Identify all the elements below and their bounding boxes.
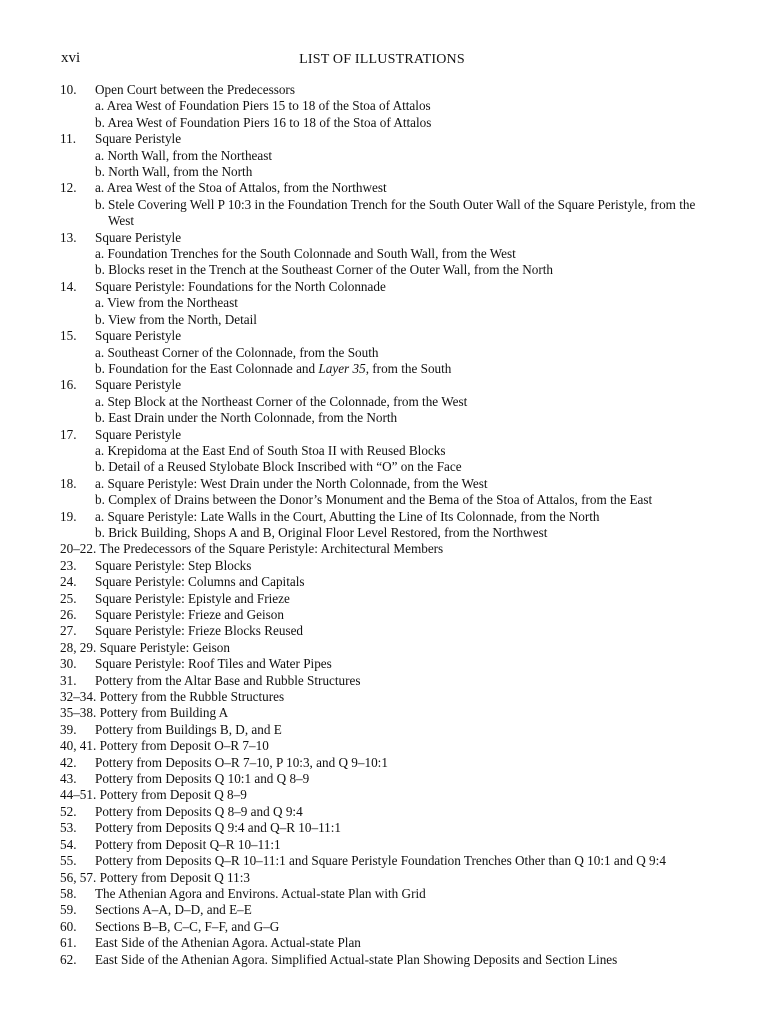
list-item [60, 787, 720, 803]
item-title: Square Peristyle: Frieze and Geison [95, 607, 284, 622]
list-item [60, 148, 720, 164]
list-item [60, 361, 720, 377]
list-item [60, 919, 720, 935]
item-title: 56, 57. Pottery from Deposit Q 11:3 [60, 869, 250, 885]
list-item [60, 640, 720, 656]
list-item [60, 246, 720, 262]
item-title: a. Square Peristyle: West Drain under the North Colonnade, from the West [95, 475, 488, 491]
item-title: Square Peristyle: Epistyle and Frieze [95, 590, 290, 606]
item-number: 42. [60, 754, 77, 770]
list-item [60, 952, 720, 968]
item-title: Sections B–B, C–C, F–F, and G–G [95, 918, 280, 934]
list-item [60, 509, 720, 525]
item-number: 18. [60, 475, 77, 491]
sub-item-title: b. Complex of Drains between the Donor’s Monument and the Bema of the Stoa of Attalos, from the East [95, 492, 653, 508]
sub-item-title: b. North Wall, from the North [95, 164, 253, 180]
list-item [60, 312, 720, 328]
item-number: 14. [60, 278, 77, 294]
item-number: 26. [60, 607, 77, 622]
list-item [60, 262, 720, 278]
sub-item-title: a. North Wall, from the Northeast [95, 147, 273, 163]
sub-item-title: b. Brick Building, Shops A and B, Original Floor Level Restored, from the Northwest [95, 524, 548, 540]
item-number: 59. [60, 902, 77, 918]
sub-item-title: a. Krepidoma at the East End of South Stoa II with Reused Blocks [95, 442, 446, 458]
list-item [60, 591, 720, 607]
list-item [60, 541, 720, 557]
item-number: 10. [60, 82, 77, 97]
item-title: 40, 41. Pottery from Deposit O–R 7–10 [60, 738, 269, 754]
item-number: 23. [60, 557, 77, 573]
item-title: Pottery from Deposits Q 10:1 and Q 8–9 [95, 771, 310, 787]
item-title: a. Area West of the Stoa of Attalos, from the Northwest [95, 180, 387, 196]
item-title: Pottery from Deposit Q–R 10–11:1 [95, 836, 281, 852]
sub-item-title: a. Area West of Foundation Piers 15 to 18 of the Stoa of Attalos [95, 98, 431, 114]
list-item [60, 115, 720, 131]
list-item [60, 722, 720, 738]
item-title: 44–51. Pottery from Deposit Q 8–9 [60, 787, 247, 803]
item-title: Pottery from Deposits O–R 7–10, P 10:3, and Q 9–10:1 [95, 754, 388, 770]
list-item [60, 230, 720, 246]
page-title: LIST OF ILLUSTRATIONS [299, 52, 465, 67]
item-number: 24. [60, 574, 77, 590]
list-item [60, 755, 720, 771]
list-item [60, 837, 720, 853]
item-title: Sections A–A, D–D, and E–E [95, 902, 252, 918]
sub-item-label: b. [95, 196, 105, 212]
page-number: xvi [61, 50, 81, 66]
item-title: Pottery from Buildings B, D, and E [95, 721, 282, 737]
item-title: Square Peristyle: Frieze Blocks Reused [95, 623, 304, 639]
item-number: 52. [60, 803, 77, 819]
list-item [60, 98, 720, 114]
item-title: Pottery from Deposits Q 8–9 and Q 9:4 [95, 803, 303, 819]
item-number: 13. [60, 229, 77, 245]
item-title: Square Peristyle: Columns and Capitals [95, 574, 305, 590]
sub-item-title: b. East Drain under the North Colonnade, from the North [95, 410, 398, 426]
sub-item-title: a. Southeast Corner of the Colonnade, from the South [95, 344, 379, 360]
item-number: 39. [60, 721, 77, 737]
illustrations-list [60, 82, 720, 968]
item-title: 28, 29. Square Peristyle: Geison [60, 639, 230, 655]
item-number: 53. [60, 820, 77, 836]
list-item [60, 804, 720, 820]
item-title: Pottery from the Altar Base and Rubble Structures [95, 672, 361, 688]
sub-item-title: b. Area West of Foundation Piers 16 to 18 of the Stoa of Attalos [95, 114, 432, 130]
item-title: Square Peristyle: Foundations for the North Colonnade [95, 278, 386, 294]
list-item [60, 607, 720, 623]
list-item [60, 279, 720, 295]
list-item [60, 328, 720, 344]
item-title: 32–34. Pottery from the Rubble Structures [60, 689, 285, 705]
list-item [60, 492, 720, 508]
list-item [60, 853, 720, 869]
item-number: 19. [60, 508, 77, 524]
list-item [60, 131, 720, 147]
list-item [60, 345, 720, 361]
list-item [60, 427, 720, 443]
item-number: 15. [60, 328, 77, 344]
sub-item-title: Stele Covering Well P 10:3 in the Foundation Trench for the South Outer Wall of the Square Peristyle, from the West [108, 196, 696, 229]
item-title: Open Court between the Predecessors [95, 82, 295, 97]
sub-item-text: , from the South [365, 360, 452, 376]
sub-item-title [60, 361, 720, 377]
item-number: 55. [60, 853, 77, 869]
list-item [60, 164, 720, 180]
layer-reference: Layer 35 [318, 360, 366, 376]
item-number: 62. [60, 951, 77, 967]
list-item [60, 689, 720, 705]
list-item [60, 771, 720, 787]
item-title: Square Peristyle [95, 229, 182, 245]
item-title: Square Peristyle [95, 426, 182, 442]
list-item [60, 902, 720, 918]
list-item [60, 870, 720, 886]
item-number: 60. [60, 918, 77, 934]
list-item [60, 394, 720, 410]
item-title: Square Peristyle [95, 131, 182, 147]
item-title: Square Peristyle [95, 328, 182, 344]
list-item [60, 558, 720, 574]
item-title: Square Peristyle: Roof Tiles and Water Pipes [95, 656, 332, 672]
list-item [60, 459, 720, 475]
sub-item-title: a. Foundation Trenches for the South Colonnade and South Wall, from the West [95, 246, 516, 262]
list-item [60, 180, 720, 196]
item-number: 31. [60, 672, 77, 688]
list-item [60, 197, 720, 230]
item-number: 43. [60, 771, 77, 787]
item-title: East Side of the Athenian Agora. Actual-state Plan [95, 935, 361, 951]
list-item [60, 886, 720, 902]
list-item [60, 705, 720, 721]
item-number: 11. [60, 131, 76, 147]
item-number: 25. [60, 590, 77, 606]
sub-item-title: a. Step Block at the Northeast Corner of the Colonnade, from the West [95, 393, 468, 409]
item-title: a. Square Peristyle: Late Walls in the Court, Abutting the Line of Its Colonnade, from the North [95, 508, 600, 524]
list-item [60, 295, 720, 311]
item-number: 12. [60, 180, 77, 196]
item-number: 61. [60, 935, 77, 951]
item-number: 54. [60, 836, 77, 852]
sub-item-title: b. Blocks reset in the Trench at the Southeast Corner of the Outer Wall, from the North [95, 262, 553, 278]
sub-item-title: b. Detail of a Reused Stylobate Block Inscribed with “O” on the Face [95, 459, 462, 475]
item-title: The Athenian Agora and Environs. Actual-state Plan with Grid [95, 885, 426, 901]
item-title: East Side of the Athenian Agora. Simplified Actual-state Plan Showing Deposits and Section Lines [95, 951, 618, 967]
sub-item-title: b. View from the North, Detail [95, 311, 257, 327]
item-title: Square Peristyle [95, 377, 182, 393]
item-number: 58. [60, 885, 77, 901]
item-title: Pottery from Deposits Q 9:4 and Q–R 10–11:1 [95, 820, 342, 836]
sub-item-title: a. View from the Northeast [95, 295, 238, 311]
list-item [60, 623, 720, 639]
list-item [60, 935, 720, 951]
list-item [60, 82, 720, 98]
list-item [60, 738, 720, 754]
list-item [60, 673, 720, 689]
item-number: 27. [60, 623, 77, 639]
list-item [60, 820, 720, 836]
list-item [60, 443, 720, 459]
item-title: Square Peristyle: Step Blocks [95, 557, 252, 573]
sub-item-text: b. Foundation for the East Colonnade and [95, 360, 319, 376]
list-item [60, 410, 720, 426]
list-item [60, 656, 720, 672]
item-title: 35–38. Pottery from Building A [60, 705, 229, 721]
item-number: 17. [60, 426, 77, 442]
list-item [60, 377, 720, 393]
list-item [60, 525, 720, 541]
list-item [60, 574, 720, 590]
item-number: 16. [60, 377, 77, 393]
item-number: 30. [60, 656, 77, 672]
item-title: 20–22. The Predecessors of the Square Peristyle: Architectural Members [60, 541, 444, 557]
item-title: Pottery from Deposits Q–R 10–11:1 and Square Peristyle Foundation Trenches Other than Q 10:1 and Q 9:4 [95, 853, 666, 869]
list-item [60, 476, 720, 492]
